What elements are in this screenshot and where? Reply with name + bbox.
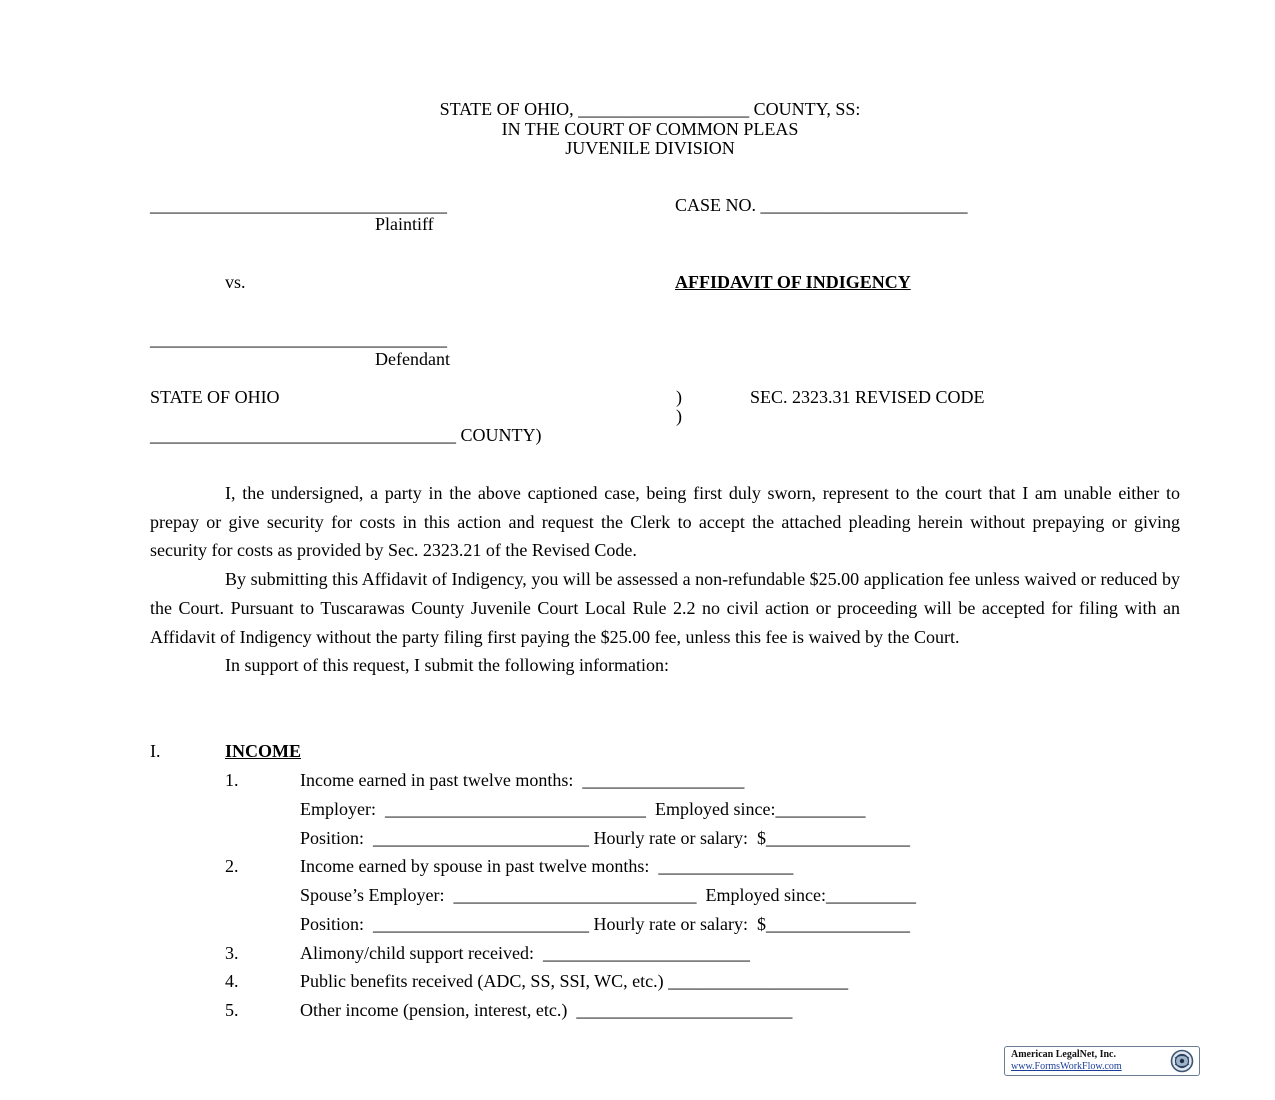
item-number-1: 1. xyxy=(225,770,239,790)
plaintiff-label: Plaintiff xyxy=(375,214,434,234)
spouse-position-salary-line: Position: ________________________ Hourly rate or salary: $________________ xyxy=(300,914,910,934)
publisher-name: American LegalNet, Inc. xyxy=(1011,1049,1116,1060)
venue-paren-1: ) xyxy=(676,387,682,407)
spouse-employer-line: Spouse’s Employer: ___________________________ Employed since:__________ xyxy=(300,885,916,905)
other-income-line: Other income (pension, interest, etc.) ________________________ xyxy=(300,1000,793,1020)
section-heading-income: INCOME xyxy=(225,741,301,761)
plaintiff-blank: _________________________________ xyxy=(150,195,447,215)
item-number-4: 4. xyxy=(225,971,239,991)
item-number-3: 3. xyxy=(225,943,239,963)
caption-line-1: STATE OF OHIO, ___________________ COUNTY, SS: xyxy=(439,99,861,119)
versus-label: vs. xyxy=(225,272,246,292)
alimony-support-line: Alimony/child support received: _______________________ xyxy=(300,943,750,963)
document-title: AFFIDAVIT OF INDIGENCY xyxy=(675,272,911,292)
case-number-field: CASE NO. _______________________ xyxy=(675,195,968,215)
venue-county-line: __________________________________ COUNTY) xyxy=(150,425,542,445)
defendant-label: Defendant xyxy=(375,349,450,369)
public-benefits-line: Public benefits received (ADC, SS, SSI, WC, etc.) ____________________ xyxy=(300,971,849,991)
paragraph-sworn-statement: I, the undersigned, a party in the above captioned case, being first duly sworn, represent to the court that I am unable either to prepay or give security for costs in this action and request the Clerk to accept the attached pleading herein without prepaying or giving security for costs as provided by Sec. 2323.21 of the Revised Code. xyxy=(150,483,1180,561)
employer-line: Employer: _____________________________ Employed since:__________ xyxy=(300,799,866,819)
caption-line-2: IN THE COURT OF COMMON PLEAS xyxy=(501,119,799,139)
statute-reference: SEC. 2323.31 REVISED CODE xyxy=(750,387,985,407)
venue-state: STATE OF OHIO xyxy=(150,387,280,407)
item-number-5: 5. xyxy=(225,1000,239,1020)
caption-line-3: JUVENILE DIVISION xyxy=(565,138,735,158)
spouse-income-line: Income earned by spouse in past twelve months: _______________ xyxy=(300,856,794,876)
position-salary-line: Position: ________________________ Hourly rate or salary: $________________ xyxy=(300,828,910,848)
defendant-blank: _________________________________ xyxy=(150,329,447,349)
section-numeral: I. xyxy=(150,741,161,761)
publisher-website-link[interactable]: www.FormsWorkFlow.com xyxy=(1011,1061,1122,1072)
income-past-twelve-months: Income earned in past twelve months: __________________ xyxy=(300,770,745,790)
affidavit-body xyxy=(150,479,1180,680)
item-number-2: 2. xyxy=(225,856,239,876)
publisher-badge[interactable] xyxy=(1004,1046,1200,1076)
paragraph-fee-notice: By submitting this Affidavit of Indigency, you will be assessed a non-refundable $25.00 application fee unless waived or reduced by the Court. Pursuant to Tuscarawas County Juvenile Court Local Rule 2.2 no civil action or proceeding will be accepted for filing with an Affidavit of Indigency without the party filing first paying the $25.00 fee, unless this fee is waived by the Court. xyxy=(150,569,1180,647)
paragraph-support-intro: In support of this request, I submit the following information: xyxy=(225,655,669,676)
venue-paren-2: ) xyxy=(676,406,682,426)
globe-logo-icon xyxy=(1169,1049,1195,1073)
